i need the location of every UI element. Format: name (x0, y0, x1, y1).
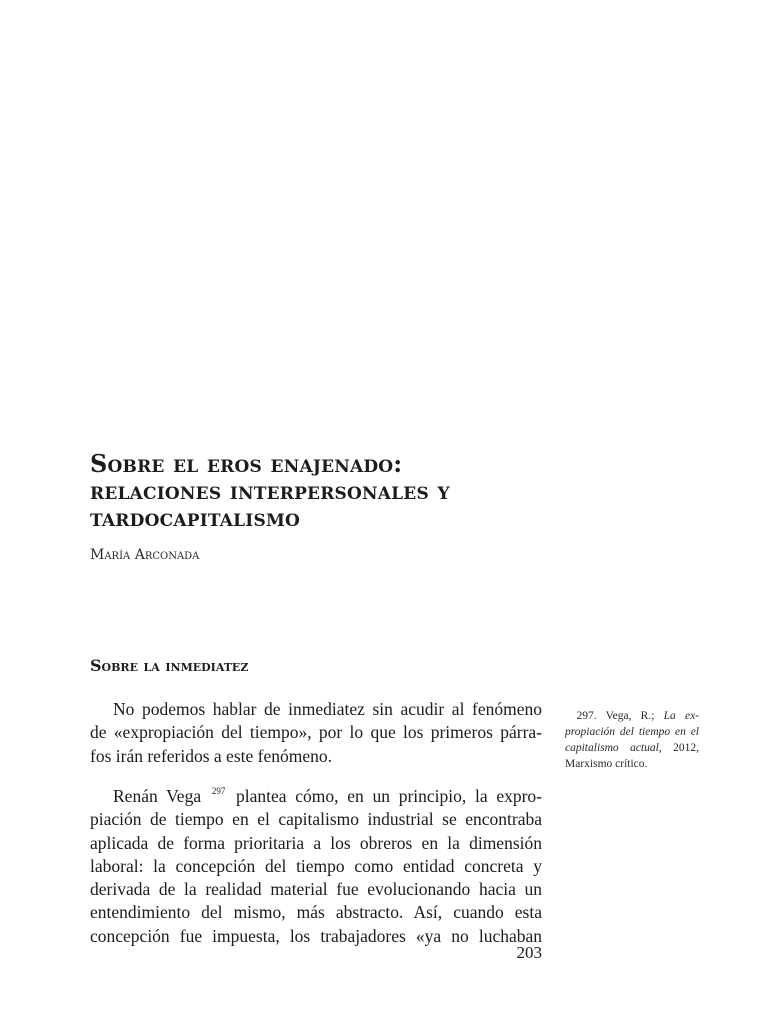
footnote-number-author: 297. Vega, R.; (576, 710, 655, 722)
paragraph-2-line-7: concepción fue impuesta, los trabajadores «ya no luchaban (90, 925, 542, 946)
footnote-title-part-3: capitalismo actual (565, 742, 659, 754)
paragraph-2-line-5: derivada de la realidad material fue evolucionando hacia un (90, 879, 542, 900)
footnote-line-3 (565, 740, 699, 756)
article-title-line-3: tardocapitalismo (90, 503, 300, 532)
footnote-line-2 (565, 724, 699, 740)
paragraph-2-line-1 (90, 785, 542, 808)
paragraph-2-line-2: piación de tiempo en el capitalismo industrial se encontraba (90, 809, 542, 830)
paragraph-1-line-2: de «expropiación del tiempo», por lo que los primeros párra- (90, 722, 542, 743)
paragraph-2-line-1-start: Renán Vega (113, 786, 202, 806)
footnote-297 (565, 708, 699, 772)
page-number: 203 (516, 943, 542, 962)
footnote-line-1 (565, 708, 699, 724)
paragraph-1 (90, 698, 542, 768)
paragraph-2-line-3: aplicada de forma prioritaria a los obreros en la dimensión (90, 832, 542, 853)
paragraph-2 (90, 785, 542, 948)
paragraph-1-line-3: fos irán referidos a este fenómeno. (90, 745, 332, 766)
footnote-year: , 2012, (658, 742, 699, 754)
paragraph-2-line-6: entendimiento del mismo, más abstracto. Así, cuando esta (90, 902, 542, 923)
footnote-title-part-2: propiación del tiempo en el (565, 726, 699, 738)
footnote-title-part-1: La ex- (663, 710, 700, 722)
paragraph-2-line-4: laboral: la concepción del tiempo como entidad concreta y (90, 855, 542, 876)
article-title-line-2: relaciones interpersonales y (90, 476, 450, 505)
footnote-reference-297[interactable]: 297 (211, 786, 226, 796)
paragraph-1-line-1: No podemos hablar de inmediatez sin acudir al fenómeno (113, 699, 542, 719)
article-title-line-1: Sobre el eros enajenado: (90, 449, 403, 478)
article-title (90, 450, 560, 531)
footnote-line-4: Marxismo crítico. (565, 758, 648, 770)
paragraph-2-line-1-end: plantea cómo, en un principio, la expro- (236, 786, 542, 806)
author-name: María Arconada (90, 547, 200, 563)
section-heading: Sobre la inmediatez (90, 656, 249, 675)
